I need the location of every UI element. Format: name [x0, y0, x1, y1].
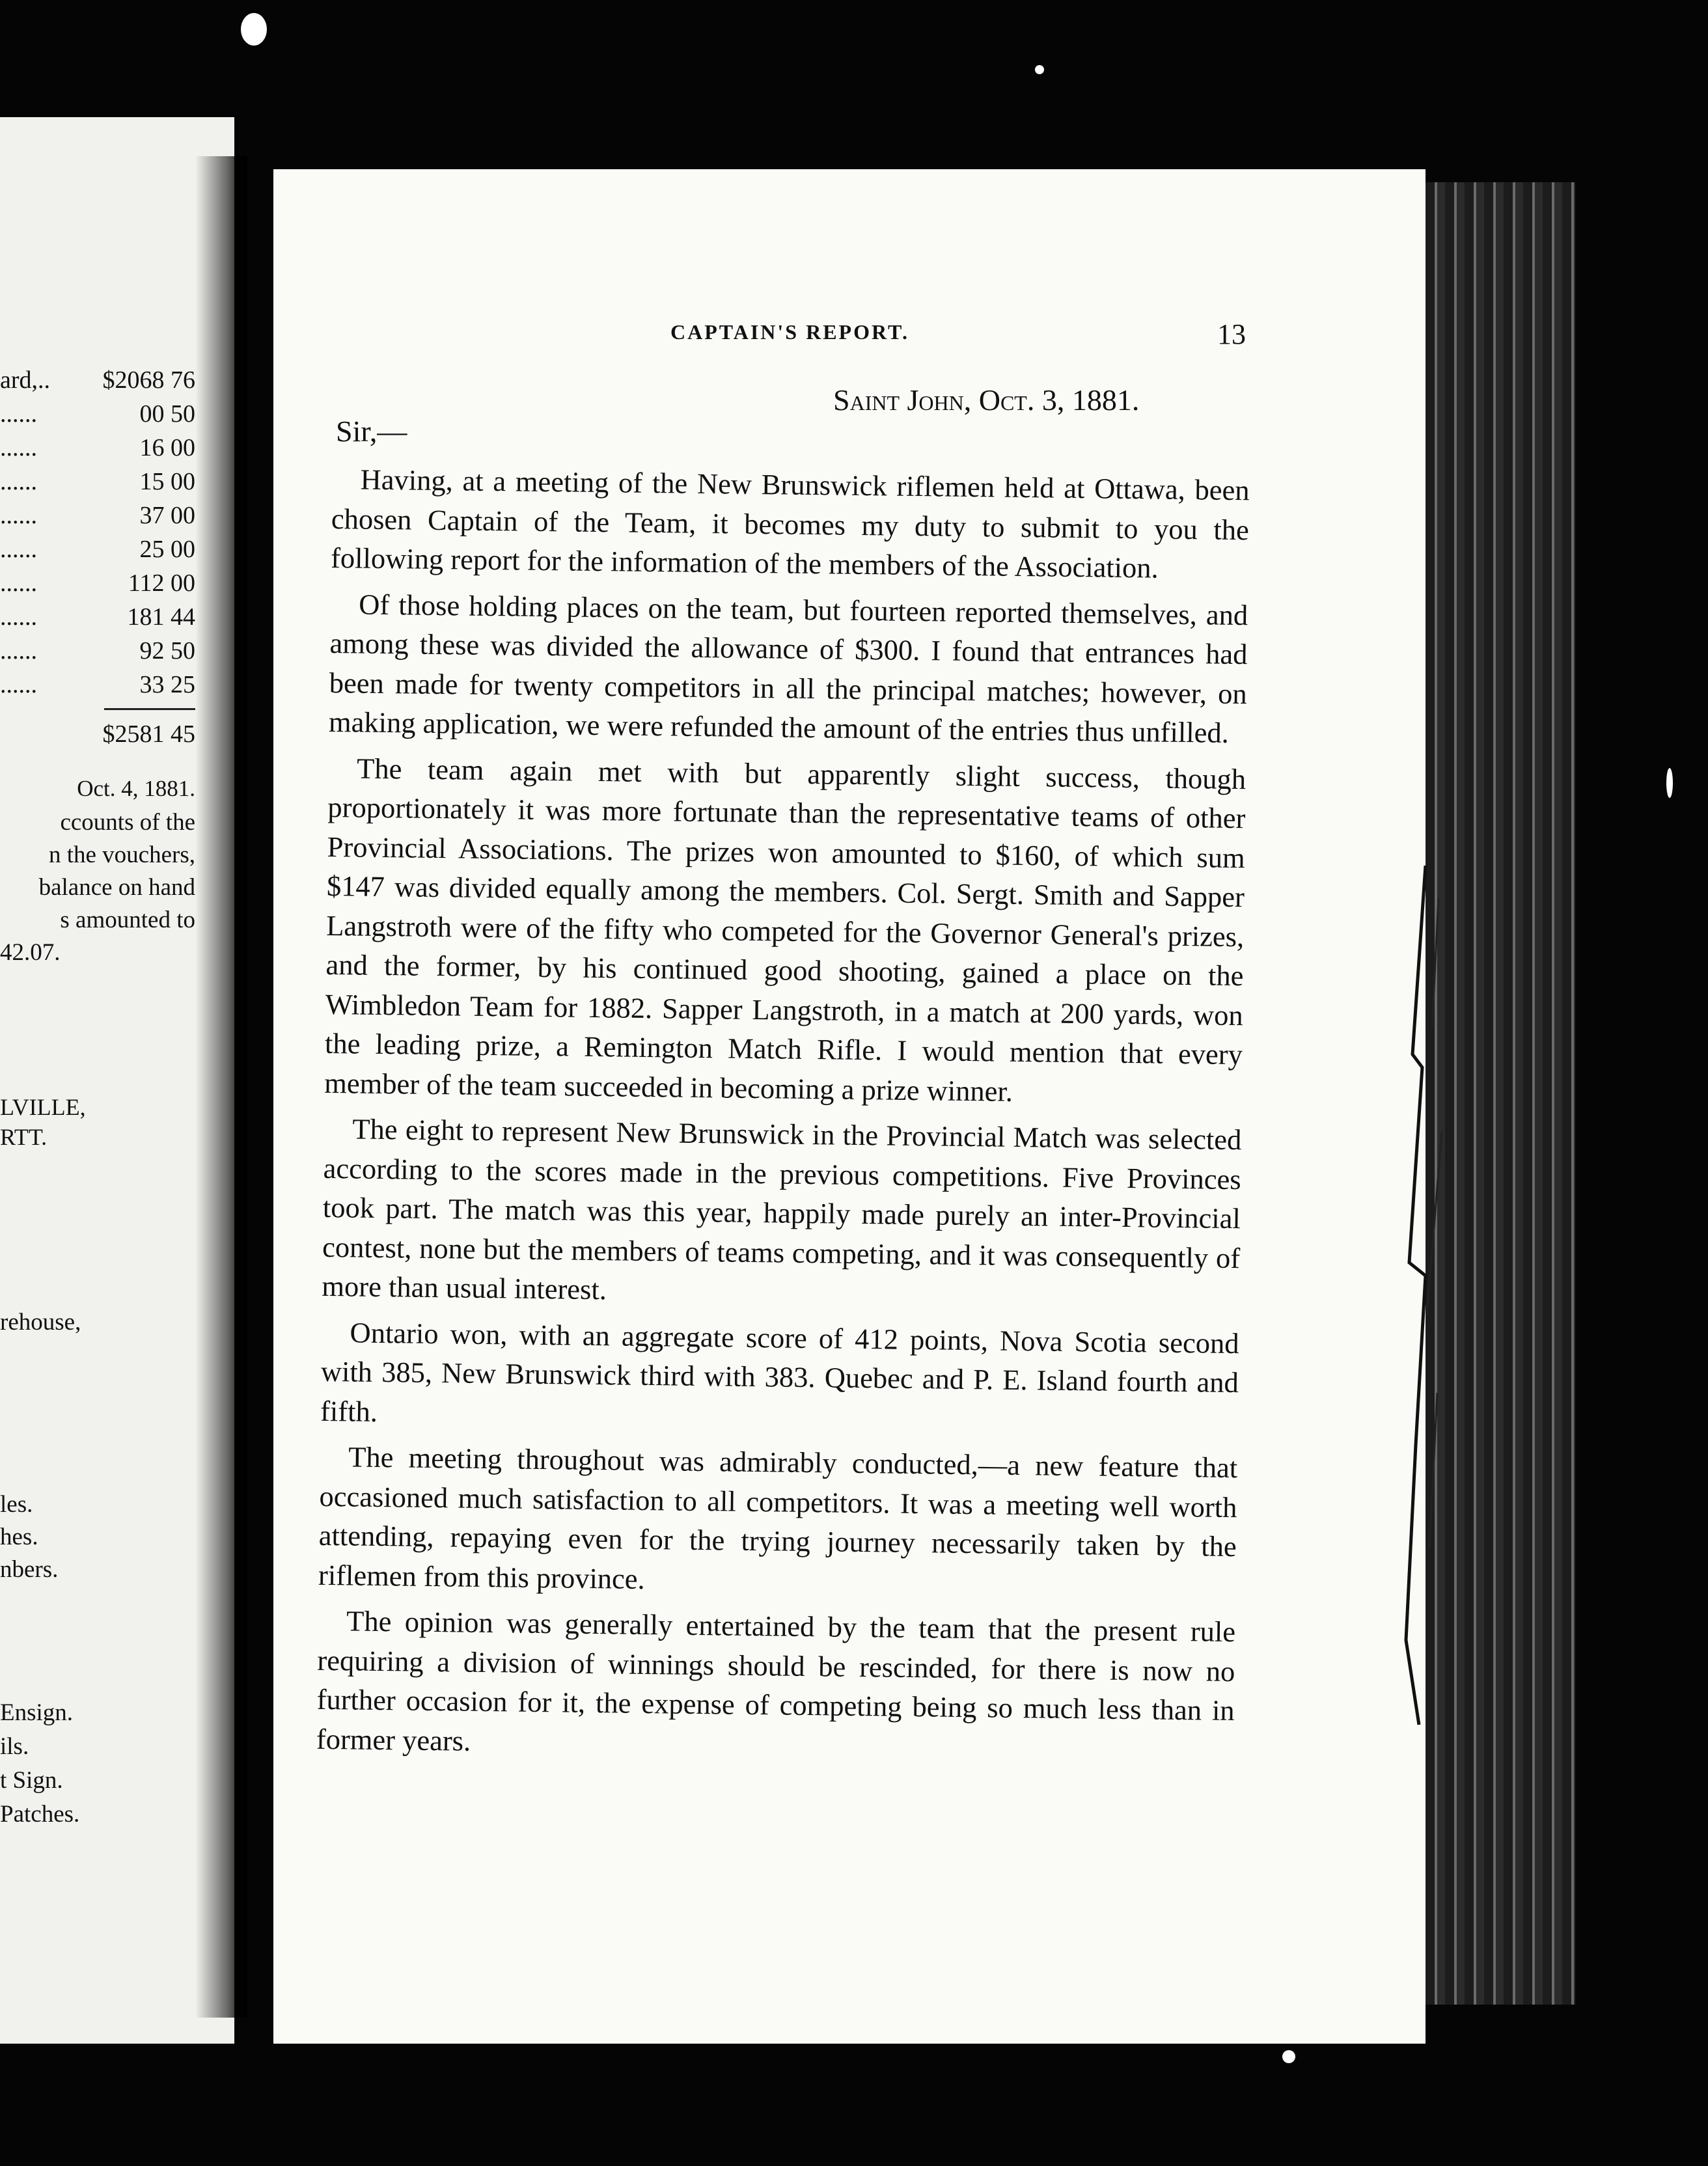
ledger-label: ...... — [0, 637, 37, 665]
gutter-shadow — [195, 156, 247, 2018]
ledger-amount: 92 50 — [139, 637, 195, 665]
handwritten-edge-marking — [1386, 859, 1458, 1731]
ledger-label: ...... — [0, 434, 37, 461]
ledger-label: ...... — [0, 502, 37, 529]
ledger-amount: 25 00 — [139, 536, 195, 563]
scan-speck — [1282, 2050, 1295, 2063]
left-text-fragment: LVILLE, — [0, 1094, 86, 1120]
left-text-fragment: hes. — [0, 1524, 38, 1550]
ledger-label: ...... — [0, 603, 37, 631]
ledger-label: ...... — [0, 400, 37, 428]
paragraph: The opinion was generally entertained by the team that the present rule requiring a division of winnings should be rescinded, for there is now no further occasion for it, the expense of competing being so much less than in former years. — [316, 1604, 1236, 1757]
left-text-fragment: ccounts of the — [60, 809, 195, 836]
left-text-fragment: balance on hand — [38, 874, 195, 901]
ledger-total-amount: $2581 45 — [102, 720, 195, 748]
left-text-fragment: Oct. 4, 1881. — [77, 776, 195, 801]
report-body — [316, 459, 1249, 1776]
dateline: Saint John, Oct. 3, 1881. — [833, 383, 1140, 417]
ledger-label: ...... — [0, 468, 37, 495]
ledger-label: ...... — [0, 569, 37, 597]
page-number: 13 — [1217, 318, 1246, 350]
ledger-amount: 15 00 — [139, 468, 195, 495]
paragraph: Ontario won, with an aggregate score of 412 points, Nova Scotia second with 385, New Brunswick third with 383. Quebec and P. E. Island fourth and fifth. — [320, 1315, 1239, 1428]
left-text-fragment: ils. — [0, 1733, 29, 1760]
left-text-fragment: RTT. — [0, 1124, 48, 1150]
scan-speck — [1666, 768, 1673, 798]
paragraph: The team again met with but apparently slight success, though proportionately it was more fortunate than the representative teams of other Provincial Associations. The prizes won amounted to $160, of which sum $147 was divided equally among the members. Col. Sergt. Smith and Sapper Langstroth were of the fifty who competed for the Governor General's prizes, and the former, by his continued good shooting, gained a place on the Wimbledon Team for 1882. Sapper Langstroth, in a match at 200 yards, won the leading prize, a Remington Match Rifle. I would mention that every member of the team succeeded in becoming a prize winner. — [324, 752, 1247, 1108]
paragraph: The eight to represent New Brunswick in the Provincial Match was selected according to the scores made in the previous competitions. Five Provinces took part. The match was this year, happily made purely an inter-Provincial contest, none but the members of teams competing, and it was consequently of more than usual interest. — [322, 1112, 1242, 1306]
left-text-fragment: les. — [0, 1491, 33, 1518]
ledger-amount: $2068 76 — [102, 366, 195, 394]
ledger-label: ard,.. — [0, 366, 51, 394]
ledger-amount: 33 25 — [139, 671, 195, 698]
paragraph: Of those holding places on the team, but fourteen reported themselves, and among these was divided the allowance of $300. I found that entrances had been made for twenty competitors in all the principal matches; however, on making application, we were refunded the amount of the entries thus unfilled. — [328, 588, 1248, 749]
left-text-fragment: n the vouchers, — [48, 842, 195, 868]
paragraph: Having, at a meeting of the New Brunswick riflemen held at Ottawa, been chosen Captain of the Team, it becomes my duty to submit to you the following report for the information of the members of the Association. — [330, 463, 1250, 584]
ledger-label: ...... — [0, 671, 37, 698]
ledger-amount: 16 00 — [139, 434, 195, 461]
paragraph: The meeting throughout was admirably conducted,—a new feature that occasioned much satisfaction to all competitors. It was a meeting well worth attending, repaying even for the trying journey necessarily taken by the riflemen from this province. — [318, 1440, 1238, 1595]
ledger-total-rule — [104, 708, 195, 710]
ledger-amount: 00 50 — [139, 400, 195, 428]
left-text-fragment: nbers. — [0, 1556, 59, 1583]
left-text-fragment: rehouse, — [0, 1309, 81, 1336]
ledger-label: ...... — [0, 536, 37, 563]
left-text-fragment: Ensign. — [0, 1699, 74, 1726]
salutation: Sir,— — [336, 415, 407, 448]
running-head: CAPTAIN'S REPORT. — [670, 320, 909, 344]
left-text-fragment: s amounted to — [60, 907, 195, 933]
left-text-fragment: t Sign. — [0, 1767, 63, 1794]
scan-speck — [1035, 65, 1044, 74]
ledger-amount: 112 00 — [128, 569, 195, 597]
left-text-fragment: Patches. — [0, 1801, 80, 1828]
ledger-amount: 181 44 — [127, 603, 195, 631]
left-text-fragment: 42.07. — [0, 939, 61, 966]
scan-speck — [241, 13, 267, 46]
ledger-amount: 37 00 — [139, 502, 195, 529]
